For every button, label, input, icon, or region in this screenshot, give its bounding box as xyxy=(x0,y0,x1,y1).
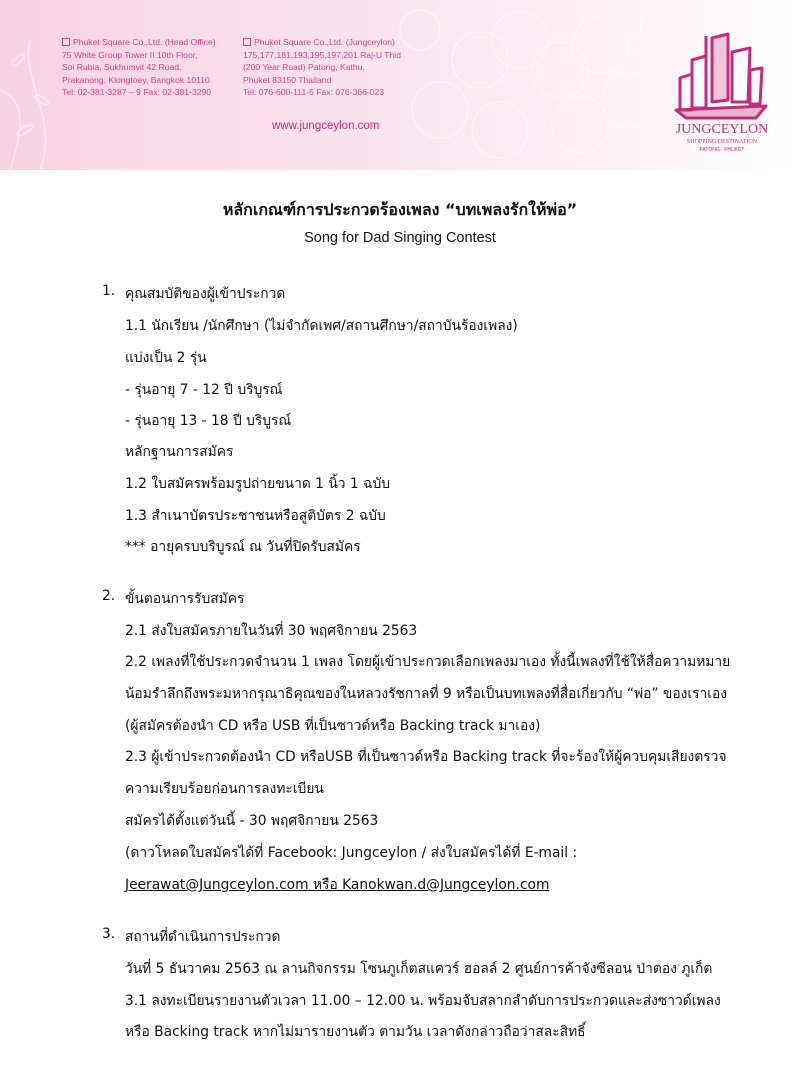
section-number: 1. xyxy=(102,283,116,299)
document-title-thai: หลักเกณฑ์การประกวดร้องเพลง “บทเพลงรักให้พ่อ” xyxy=(222,200,578,219)
address-line: 175,177,181,193,195,197,201 Raj-U Thid xyxy=(243,49,401,60)
text-line: - รุ่นอายุ 13 - 18 ปี บริบูรณ์ xyxy=(125,413,292,429)
text-line: วันที่ 5 ธันวาคม 2563 ณ ลานกิจกรรม โซนภูเก็ตสแควร์ ฮอลล์ 2 ศูนย์การค้าจังซีลอน ป่าตอง ภูเก็ต xyxy=(125,961,713,977)
text-line: สมัครได้ตั้งแต่วันนี้ - 30 พฤศจิกายน 2563 xyxy=(125,813,379,829)
website-link[interactable]: www.jungceylon.com xyxy=(272,120,380,132)
text-line: น้อมรำลึกถึงพระมหากรุณาธิคุณของในหลวงรัชกาลที่ 9 หรือเป็นบทเพลงที่สื่อเกี่ยวกับ “พ่อ” ของเราเอง xyxy=(125,686,727,702)
text-line: ความเรียบร้อยก่อนการลงทะเบียน xyxy=(125,781,324,797)
checkbox-icon xyxy=(62,38,70,46)
text-line: 2.2 เพลงที่ใช้ประกวดจำนวน 1 เพลง โดยผู้เข้าประกวดเลือกเพลงมาเอง ทั้งนี้เพลงที่ใช้ให้สื่อความหมาย xyxy=(125,654,731,670)
section-heading: คุณสมบัติของผู้เข้าประกวด xyxy=(125,286,286,302)
address-line: 75 White Group Tower II 10th Floor, xyxy=(62,49,198,60)
checkbox-icon xyxy=(243,38,251,46)
text-line: (ดาวโหลดใบสมัครได้ที่ Facebook: Jungceylon / ส่งใบสมัครได้ที่ E-mail : xyxy=(125,845,578,861)
text-line: หลักฐานการสมัคร xyxy=(125,444,234,460)
text-line: แบ่งเป็น 2 รุ่น xyxy=(125,350,207,366)
email-line xyxy=(125,874,549,896)
email-link[interactable]: Kanokwan.d@Jungceylon.com xyxy=(342,877,550,893)
jungceylon-office-name: Phuket Square Co.,Ltd. (Jungceylon) xyxy=(254,37,395,47)
jungceylon-office-address xyxy=(243,36,401,99)
text-line: - รุ่นอายุ 7 - 12 ปี บริบูรณ์ xyxy=(125,382,283,398)
head-office-name: Phuket Square Co.,Ltd. (Head Office) xyxy=(73,37,216,47)
text-line: 3.1 ลงทะเบียนรายงานตัวเวลา 11.00 – 12.00 น. พร้อมจับสลากลำดับการประกวดและส่งซาวด์เพลง xyxy=(125,993,721,1009)
text-line: 1.1 นักเรียน /นักศึกษา (ไม่จำกัดเพศ/สถานศึกษา/สถาบันร้องเพลง) xyxy=(125,318,518,334)
text-line: (ผู้สมัครต้องนำ CD หรือ USB ที่เป็นซาวด์หรือ Backing track มาเอง) xyxy=(125,718,541,734)
letterhead xyxy=(0,0,800,170)
section-heading: สถานที่ดำเนินการประกวด xyxy=(125,929,281,945)
address-line: Tel: 076-600-111-5 Fax: 076-366-023 xyxy=(243,87,385,98)
address-line: Phuket 83150 Thailand xyxy=(243,74,332,85)
email-link[interactable]: Jeerawat@Jungceylon.com xyxy=(125,877,309,893)
document-title-english: Song for Dad Singing Contest xyxy=(304,230,496,246)
junk-ship-icon xyxy=(662,30,782,122)
logo-wordmark: JUNGCEYLON xyxy=(675,122,769,137)
text-line: 2.3 ผู้เข้าประกวดต้องนำ CD หรือUSB ที่เป็นซาวด์หรือ Backing track ที่จะร้องให้ผู้ควบคุมเสียงตรวจ xyxy=(125,749,727,765)
text-line: *** อายุครบบริบูรณ์ ณ วันที่ปิดรับสมัคร xyxy=(125,539,361,555)
section-heading: ขั้นตอนการรับสมัคร xyxy=(125,591,245,607)
text-line: 1.3 สำเนาบัตรประชาชนหรือสูติบัตร 2 ฉบับ xyxy=(125,508,386,524)
text-line: 1.2 ใบสมัครพร้อมรูปถ่ายขนาด 1 นิ้ว 1 ฉบับ xyxy=(125,476,390,492)
text-line: 2.1 ส่งใบสมัครภายในวันที่ 30 พฤศจิกายน 2563 xyxy=(125,623,418,639)
logo-tagline: SHOPPING DESTINATION xyxy=(686,139,758,145)
section-number: 2. xyxy=(102,588,116,604)
head-office-address xyxy=(62,36,216,99)
section-number: 3. xyxy=(102,926,116,942)
address-line: (200 Year Road) Patong, Kathu, xyxy=(243,62,365,73)
address-line: Soi Rubia, Sukhumvit 42 Road, xyxy=(62,62,182,73)
text-line: หรือ Backing track หากไม่มารายงานตัว ตามวัน เวลาดังกล่าวถือว่าสละสิทธิ์ xyxy=(125,1024,586,1040)
logo-location: PATONG · PHUKET xyxy=(699,147,745,153)
or-text: หรือ xyxy=(308,877,343,893)
address-line: Tel: 02-381-3287 – 9 Fax: 02-381-3290 xyxy=(62,87,212,98)
jungceylon-logo xyxy=(662,30,782,162)
address-line: Prakanong, Klongtoey, Bangkok 10110 xyxy=(62,74,210,85)
